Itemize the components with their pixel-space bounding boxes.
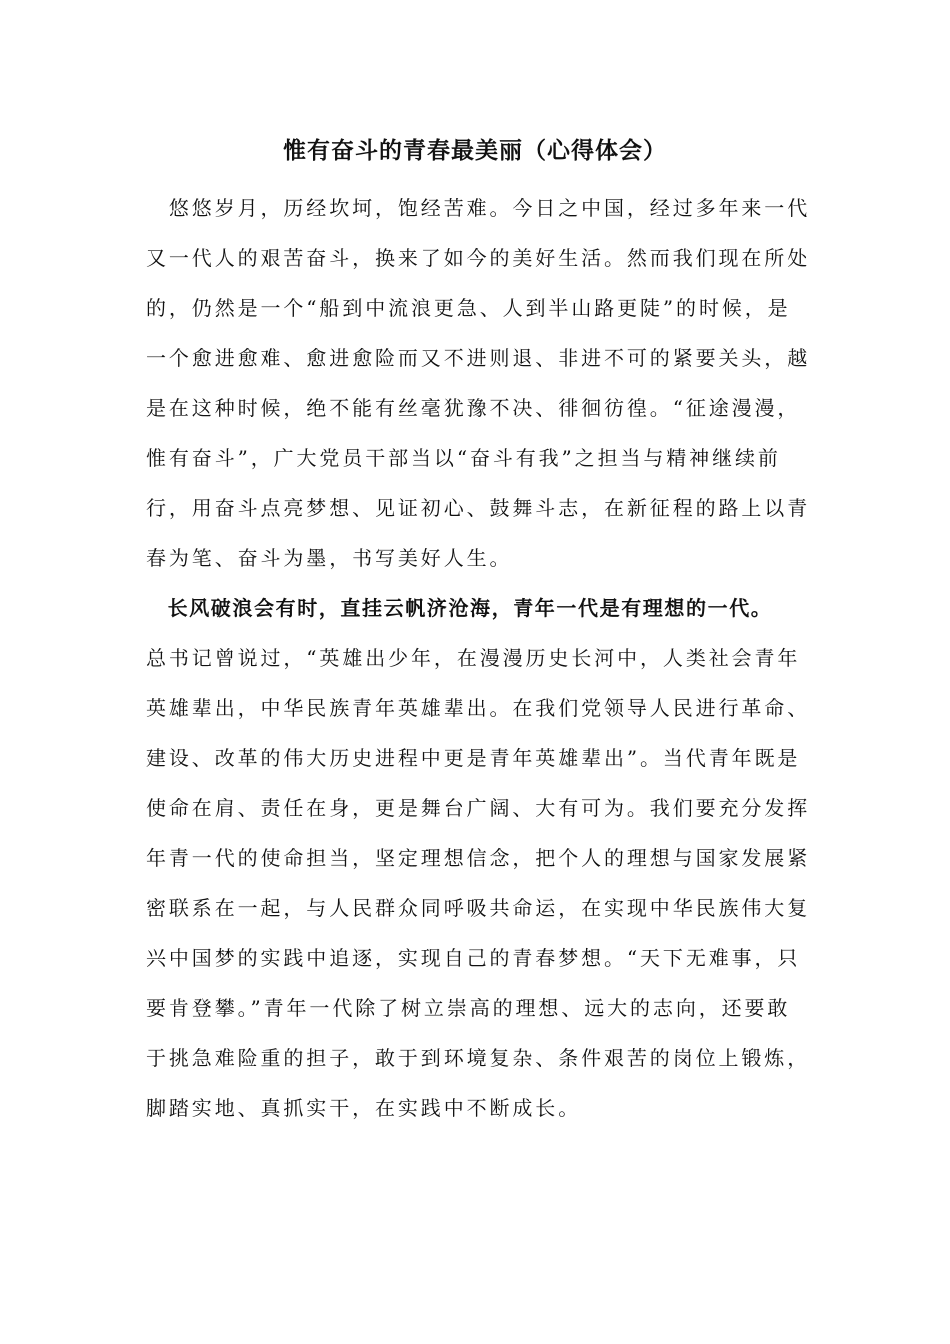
body-line: 又一代人的艰苦奋斗，换来了如今的美好生活。然而我们现在所处 [146,246,811,270]
body-line: 脚踏实地、真抓实干，在实践中不断成长。 [146,1096,582,1120]
body-line: 惟有奋斗”，广大党员干部当以“奋斗有我”之担当与精神继续前 [146,446,781,470]
body-line: 英雄辈出，中华民族青年英雄辈出。在我们党领导人民进行革命、 [146,696,811,720]
body-line: 兴中国梦的实践中追逐，实现自己的青春梦想。“天下无难事，只 [146,946,801,970]
body-line: 年青一代的使命担当，坚定理想信念，把个人的理想与国家发展紧 [146,846,811,870]
body-line: 一个愈进愈难、愈进愈险而又不进则退、非进不可的紧要关头，越 [146,346,811,370]
document-title: 惟有奋斗的青春最美丽（心得体会） [283,138,667,164]
body-line: 于挑急难险重的担子，敢于到环境复杂、条件艰苦的岗位上锻炼， [146,1046,811,1070]
body-line: 行，用奋斗点亮梦想、见证初心、鼓舞斗志，在新征程的路上以青 [146,496,811,520]
body-line: 是在这种时候，绝不能有丝毫犹豫不决、徘徊彷徨。“征途漫漫， [146,396,801,420]
body-line: 建设、改革的伟大历史进程中更是青年英雄辈出”。当代青年既是 [146,746,801,770]
body-line: 要肯登攀。”青年一代除了树立崇高的理想、远大的志向，还要敢 [146,996,791,1020]
body-line: 使命在肩、责任在身，更是舞台广阔、大有可为。我们要充分发挥 [146,796,811,820]
body-line: 春为笔、奋斗为墨，书写美好人生。 [146,546,513,570]
body-line: 的，仍然是一个“船到中流浪更急、人到半山路更陡”的时候，是 [146,296,791,320]
body-line: 密联系在一起，与人民群众同呼吸共命运，在实现中华民族伟大复 [146,896,811,920]
section-heading: 长风破浪会有时，直挂云帆济沧海，青年一代是有理想的一代。 [146,596,773,620]
body-line: 悠悠岁月，历经坎坷，饱经苦难。今日之中国，经过多年来一代 [146,196,811,220]
body-line: 总书记曾说过，“英雄出少年，在漫漫历史长河中，人类社会青年 [146,646,801,670]
